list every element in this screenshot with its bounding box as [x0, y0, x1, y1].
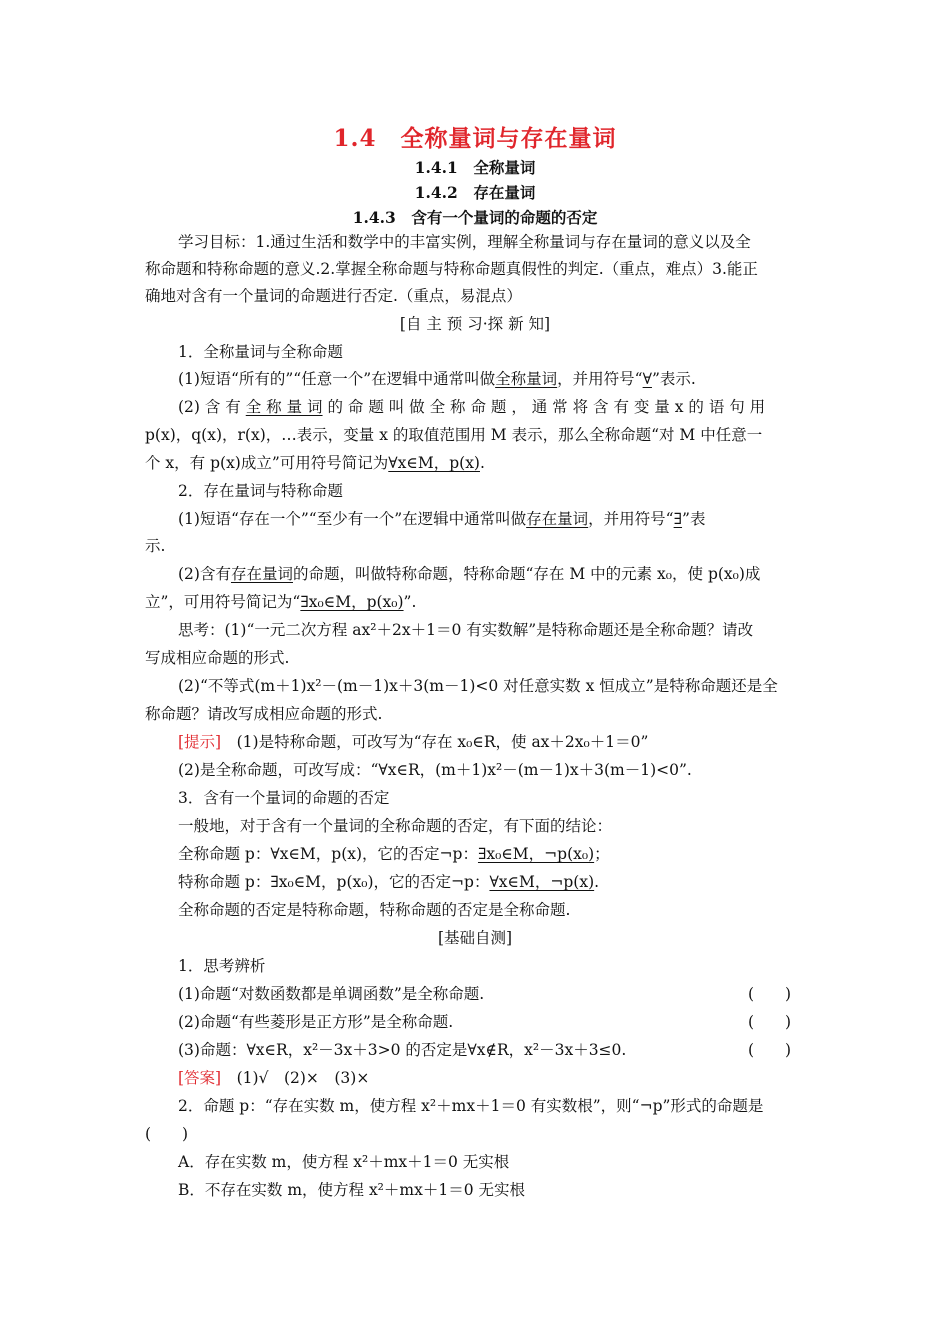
blank-answer: ∀	[642, 370, 652, 388]
think-line: 写成相应命题的形式.	[145, 649, 290, 667]
section-3-line: 全称命题的否定是特称命题，特称命题的否定是全称命题.	[178, 901, 571, 919]
section-1-para-2-line: 个 x，有 p(x)成立”可用符号简记为∀x∈M，p(x).	[145, 454, 485, 472]
blank-answer: 全 称 量 词	[245, 398, 323, 416]
section-3-line: 全称命题 p：∀x∈M，p(x)，它的否定¬p：∃x₀∈M，¬p(x₀)；	[178, 845, 610, 863]
section-1-para-2-line: p(x)，q(x)，r(x)，…表示，变量 x 的取值范围用 M 表示，那么全称命题“对 M 中任意一	[145, 426, 763, 444]
section-2-para-1-line: 示.	[145, 537, 166, 555]
answer-blank: ( )	[748, 985, 792, 1003]
preview-header: [自 主 预 习·探 新 知]	[399, 315, 551, 333]
question-2-stem: 2．命题 p：“存在实数 m，使方程 x²＋mx＋1＝0 有实数根”，则“¬p”形式的命题是	[178, 1097, 764, 1115]
section-3-title: 3．含有一个量词的命题的否定	[178, 789, 390, 807]
blank-answer: ∀x∈M，¬p(x)	[489, 873, 595, 891]
subtitle-1: 1.4.1 全称量词	[414, 158, 536, 177]
objectives-line: 确地对含有一个量词的命题进行否定.（重点，易混点）	[145, 287, 522, 305]
blank-answer: 存在量词	[526, 510, 589, 528]
question-2-option-a: A．存在实数 m，使方程 x²＋mx＋1＝0 无实根	[178, 1153, 510, 1171]
blank-answer: 存在量词	[230, 565, 293, 583]
question-1-item: (3)命题：∀x∈R，x²－3x＋3>0 的否定是∀x∉R，x²－3x＋3≤0.	[178, 1041, 627, 1059]
hint-line: (2)是全称命题，可改写成：“∀x∈R，(m＋1)x²－(m－1)x＋3(m－1)<0”.	[178, 761, 692, 779]
question-1-title: 1．思考辨析	[178, 957, 266, 975]
question-2-blank: ( )	[145, 1125, 189, 1143]
subtitle-2: 1.4.2 存在量词	[414, 183, 536, 202]
section-1-para-1: (1)短语“所有的”“任意一个”在逻辑中通常叫做全称量词，并用符号“∀”表示.	[178, 370, 696, 388]
think-line: (2)“不等式(m＋1)x²－(m－1)x＋3(m－1)<0 对任意实数 x 恒成立”是特称命题还是全	[178, 677, 778, 695]
section-2-para-1: (1)短语“存在一个”“至少有一个”在逻辑中通常叫做存在量词，并用符号“∃”表	[178, 510, 706, 528]
section-2-title: 2．存在量词与特称命题	[178, 482, 343, 500]
selftest-header: [基础自测]	[437, 929, 513, 947]
section-2-para-2: (2)含有存在量词的命题，叫做特称命题，特称命题“存在 M 中的元素 x₀，使 p(x₀)成	[178, 565, 761, 583]
question-2-option-b: B．不存在实数 m，使方程 x²＋mx＋1＝0 无实根	[178, 1181, 525, 1199]
section-1-title: 1．全称量词与全称命题	[178, 343, 343, 361]
think-line: 思考：(1)“一元二次方程 ax²＋2x＋1＝0 有实数解”是特称命题还是全称命题？请改	[178, 621, 754, 639]
section-3-line: 一般地，对于含有一个量词的全称命题的否定，有下面的结论：	[178, 817, 613, 835]
hint-line: [提示] (1)是特称命题，可改写为“存在 x₀∈R，使 ax＋2x₀＋1＝0”	[178, 733, 649, 751]
answer-line: [答案] (1)√ (2)× (3)×	[178, 1069, 370, 1087]
section-2-para-2-line: 立”，可用符号简记为“∃x₀∈M，p(x₀)”.	[145, 593, 417, 611]
think-line: 称命题？请改写成相应命题的形式.	[145, 705, 383, 723]
blank-answer: ∃x₀∈M，p(x₀)	[300, 593, 404, 611]
hint-tag: [提示]	[178, 733, 222, 751]
question-1-item: (1)命题“对数函数都是单调函数”是全称命题.	[178, 985, 485, 1003]
objectives-line: 称命题和特称命题的意义.2.掌握全称命题与特称命题真假性的判定.（重点，难点）3.能正	[145, 260, 758, 278]
blank-answer: ∃	[673, 510, 683, 528]
answer-blank: ( )	[748, 1041, 792, 1059]
section-3-line: 特称命题 p：∃x₀∈M，p(x₀)，它的否定¬p：∀x∈M，¬p(x).	[178, 873, 600, 891]
blank-answer: 全称量词	[495, 370, 558, 388]
answer-tag: [答案]	[178, 1069, 222, 1087]
blank-answer: ∀x∈M，p(x)	[388, 454, 480, 472]
subtitle-3: 1.4.3 含有一个量词的命题的否定	[352, 208, 598, 227]
objectives-line: 学习目标：1.通过生活和数学中的丰富实例，理解全称量词与存在量词的意义以及全	[178, 233, 751, 251]
answer-blank: ( )	[748, 1013, 792, 1031]
question-1-item: (2)命题“有些菱形是正方形”是全称命题.	[178, 1013, 454, 1031]
page-title: 1.4 全称量词与存在量词	[333, 125, 617, 152]
section-1-para-2: (2) 含 有 全 称 量 词 的 命 题 叫 做 全 称 命 题 ， 通 常 将 含 有 变 量 x 的 语 句 用	[178, 398, 766, 416]
blank-answer: ∃x₀∈M，¬p(x₀)	[477, 845, 595, 863]
